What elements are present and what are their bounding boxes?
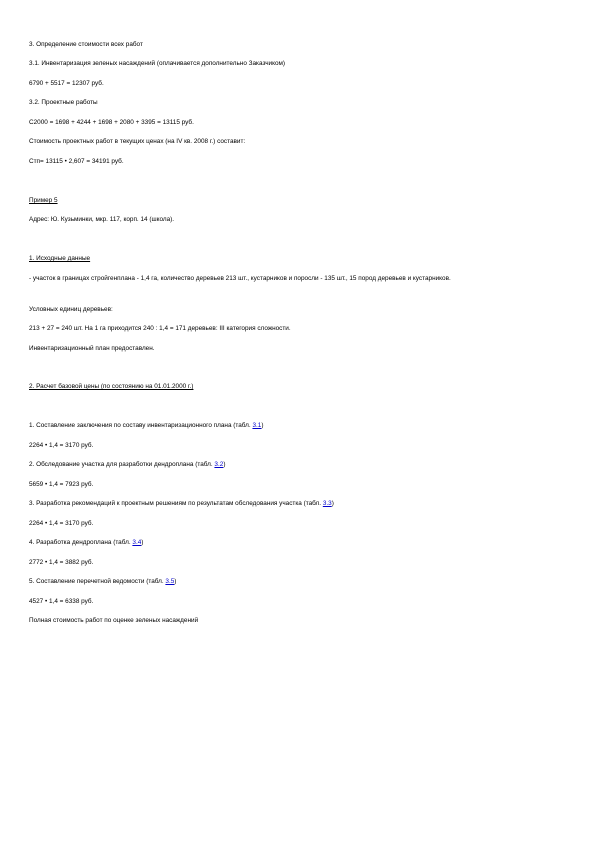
table-link[interactable]: 3.2 (214, 461, 224, 468)
work-item-text: ) (261, 422, 264, 429)
section-heading: 3. Определение стоимости всех работ (29, 41, 143, 48)
text-paragraph: Инвентаризационный план предоставлен. (29, 345, 155, 352)
work-item (29, 500, 334, 508)
work-item-text: 5. Составление перечетной ведомости (табл. (29, 578, 166, 585)
text-paragraph: Стоимость проектных работ в текущих ценах (на IV кв. 2008 г.) составит: (29, 138, 246, 145)
work-item-text: ) (174, 578, 177, 585)
text-paragraph: Условных единиц деревьев: (29, 306, 113, 313)
table-link[interactable]: 3.3 (322, 500, 332, 507)
calculation-line: 4527 • 1,4 = 6338 руб. (29, 598, 94, 605)
work-item (29, 578, 176, 586)
work-item (29, 461, 225, 469)
work-item (29, 422, 264, 430)
work-item-text: ) (141, 539, 144, 546)
subsection-heading: 3.2. Проектные работы (29, 99, 98, 106)
work-item-text: ) (223, 461, 226, 468)
address-line: Адрес: Ю. Кузьминки, мкр. 117, корп. 14 (школа). (29, 216, 175, 223)
calculation-line: 213 + 27 = 240 шт. На 1 га приходится 240 : 1,4 = 171 деревьев: III категория сложности. (29, 325, 291, 332)
calculation-line: Стп= 13115 • 2,607 = 34191 руб. (29, 158, 124, 165)
work-item-text: ) (331, 500, 334, 507)
work-item-text: 2. Обследование участка для разработки дендроплана (табл. (29, 461, 215, 468)
calculation-line: 2772 • 1,4 = 3882 руб. (29, 559, 94, 566)
table-link[interactable]: 3.1 (252, 422, 262, 429)
table-link[interactable]: 3.5 (165, 578, 175, 585)
work-item-text: 3. Разработка рекомендаций к проектным решениям по результатам обследования участка (табл. (29, 500, 323, 507)
calculation-line: 2264 • 1,4 = 3170 руб. (29, 520, 94, 527)
text-paragraph: - участок в границах стройгенплана - 1,4 га, количество деревьев 213 шт., кустарников и поросли - 135 шт., 15 пород деревьев и кустарников. (29, 275, 451, 282)
work-item-text: 1. Составление заключения по составу инвентаризационного плана (табл. (29, 422, 253, 429)
base-price-heading: 2. Расчет базовой цены (по состоянию на 01.01.2000 г.) (29, 383, 194, 390)
calculation-line: 5659 • 1,4 = 7923 руб. (29, 481, 94, 488)
source-data-heading: 1. Исходные данные (29, 255, 91, 262)
subsection-heading: 3.1. Инвентаризация зеленых насаждений (оплачивается дополнительно Заказчиком) (29, 60, 286, 67)
total-cost-heading: Полная стоимость работ по оценке зеленых насаждений (29, 617, 199, 624)
calculation-line: 2264 • 1,4 = 3170 руб. (29, 442, 94, 449)
work-item-text: 4. Разработка дендроплана (табл. (29, 539, 133, 546)
table-link[interactable]: 3.4 (132, 539, 142, 546)
calculation-line: 6790 + 5517 = 12307 руб. (29, 80, 104, 87)
calculation-line: С2000 = 1698 + 4244 + 1698 + 2080 + 3395 = 13115 руб. (29, 119, 194, 126)
example-heading: Пример 5 (29, 197, 58, 204)
work-item (29, 539, 143, 547)
